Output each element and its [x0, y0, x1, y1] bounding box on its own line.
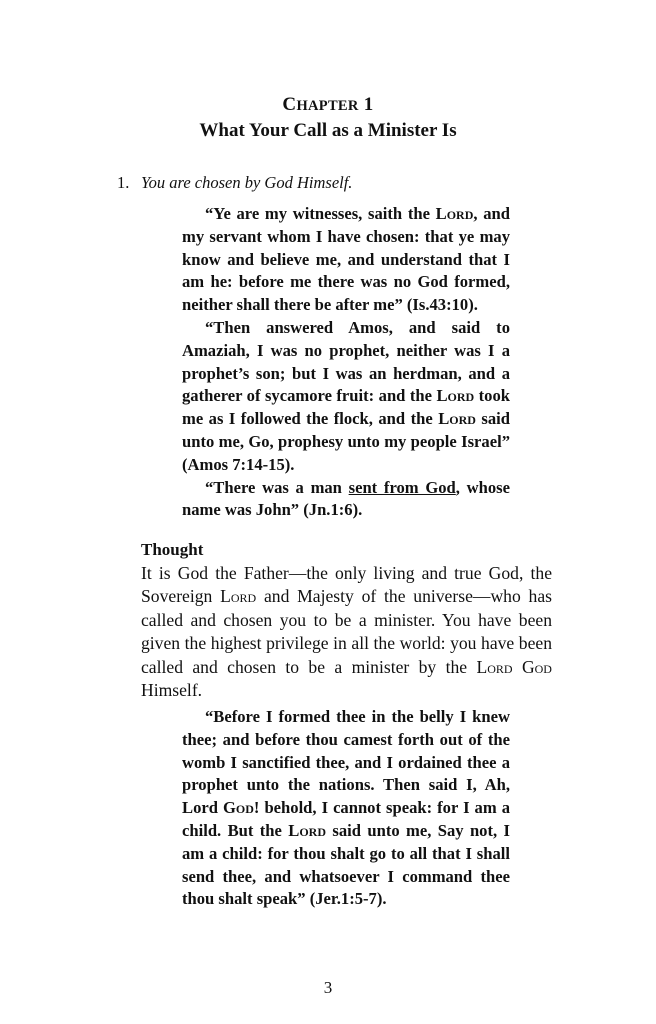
chapter-label-rest: HAPTER: [296, 98, 359, 114]
underlined-phrase: sent from God: [348, 477, 456, 497]
god-small-caps: God: [222, 798, 254, 818]
quote-isaiah: [182, 203, 510, 317]
quote-text: said unto me, Say not, I am a child: for thou shalt go to all that I shall send thee, and whatsoever I command thee thou shalt speak” (Jer.1:5-7).: [182, 820, 510, 909]
thought-text: Himself.: [141, 680, 203, 701]
page-number: 3: [323, 978, 333, 997]
chapter-number: 1: [363, 94, 374, 115]
quote-text: , and my servant whom I have chosen: that ye may know and believe me, and understand that I am he: before me there was no God formed, neither shall there be after me” (Is.43:10).: [182, 204, 510, 315]
scripture-quote-block-1: [182, 203, 510, 522]
quote-john: [182, 477, 510, 523]
quote-text: “Then answered Amos, and said to Amaziah, I was no prophet, neither was I a prophet’s son; but I was an herdman, and a gatherer of sycamore fruit: and the: [182, 317, 510, 406]
quote-text: “Before I formed thee in the belly I knew thee; and before thou camest forth out of the womb I sanctified thee, and I ordained thee a prophet unto the nations. Then said I, Ah, Lord: [182, 707, 510, 818]
quote-jeremiah: [182, 706, 510, 911]
god-small-caps: God: [521, 656, 552, 677]
quote-text: “Ye are my witnesses, saith the: [205, 204, 436, 223]
quote-amos: [182, 317, 510, 477]
point-1: [117, 173, 352, 193]
point-text: You are chosen by God Himself.: [141, 173, 353, 192]
quote-text: , whose name was John” (Jn.1:6).: [182, 477, 510, 520]
lord-small-caps: Lord: [288, 820, 327, 840]
lord-small-caps: Lord: [438, 409, 476, 429]
lord-small-caps: Lord: [476, 656, 513, 677]
quote-text: “There was a man: [205, 477, 349, 497]
chapter-title: What Your Call as a Minister Is: [199, 120, 457, 141]
chapter-label: [0, 94, 656, 116]
chapter-label-initial: C: [282, 94, 297, 115]
thought-body: [141, 562, 552, 702]
thought-text: It is God the Father—the only living and true God, the Sovereign: [141, 563, 552, 607]
quote-text: ! behold, I cannot speak: for I am a child. But the: [182, 798, 510, 840]
quote-text: took me as I followed the flock, and the: [182, 386, 511, 429]
point-number: 1.: [117, 173, 130, 192]
thought-text: [513, 657, 522, 677]
quote-text: said unto me, Go, prophesy unto my people Israel” (Amos 7:14-15).: [182, 409, 510, 474]
scripture-quote-block-2: [182, 706, 510, 911]
thought-text: and Majesty of the universe—who has called and chosen you to be a minister. You have been given the highest privilege in all the world: you have been called and chosen to be a minister by the: [141, 586, 552, 677]
lord-small-caps: Lord: [220, 586, 257, 607]
lord-small-caps: Lord: [436, 386, 475, 406]
lord-small-caps: Lord: [435, 204, 474, 223]
thought-heading: Thought: [141, 540, 204, 559]
